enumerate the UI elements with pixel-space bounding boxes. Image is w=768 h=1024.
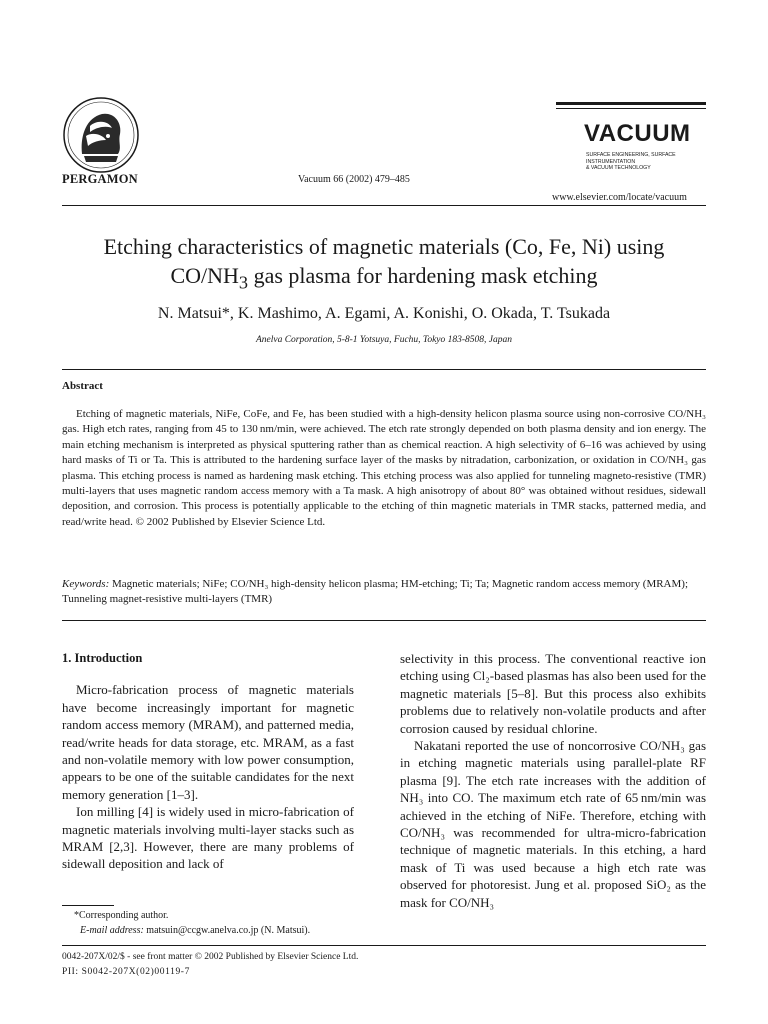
journal-subtitle-line2: & VACUUM TECHNOLOGY — [586, 165, 651, 171]
email-label: E-mail address: — [80, 925, 144, 936]
abstract-divider-top — [62, 369, 706, 370]
journal-name: VACUUM — [584, 120, 691, 147]
journal-subtitle — [586, 152, 716, 172]
keywords-text: Magnetic materials; NiFe; CO/NH₃ high-density helicon plasma; HM-etching; Ti; Ta; Magnetic random access memory (MRAM); Tunneling magnet-resistive multi-layers (TMR) — [62, 578, 689, 606]
body-paragraph: selectivity in this process. The conventional reactive ion etching using Cl₂-based plasmas has also been used for the magnetic materials [5–8]. But this process also exhibits problems due to relatively non-volatile products and after corrosion caused by residual chlorine. — [400, 651, 706, 736]
title-subscript: 3 — [238, 272, 249, 293]
section-heading: 1. Introduction — [62, 651, 143, 665]
article-title-line1: Etching characteristics of magnetic materials (Co, Fe, Ni) using — [103, 234, 665, 259]
abstract-text: Etching of magnetic materials, NiFe, CoFe, and Fe, has been studied with a high-density helicon plasma source using non-corrosive CO/NH₃ gas. High etch rates, ranging from 45 to 130 nm/min, were achieved. The etch rate strongly depended on both plasma density and ion energy. The main etching mechanism is interpreted as physical sputtering rather than as chemical reaction. A high selectivity of 6–16 was achieved by using hard masks of Ti or Ta. This is attributed to the hardening surface layer of the masks by nitradation, carbonization, or oxidation in CO/NH₃ gas plasma. This etching process is named as hardening mask etching. This etching process was also applied for tunneling magneto-resistive (TMR) multi-layers that uses magnetic random access memory with a Ta mask. A high anisotropy of about 80° was obtained without residues, sidewall deposition, and corrosion. This process is potentially applicable to the etching of thin magnetic materials in TMR stacks, patterned media, and read/write head. © 2002 Published by Elsevier Science Ltd. — [62, 408, 706, 528]
author-list: N. Matsui*, K. Mashimo, A. Egami, A. Konishi, O. Okada, T. Tsukada — [157, 305, 611, 322]
pii-line: PII: S0042-207X(02)00119-7 — [62, 967, 190, 977]
body-column-right — [400, 650, 706, 911]
abstract-divider-bottom — [62, 620, 706, 621]
journal-url-link[interactable]: www.elsevier.com/locate/vacuum — [552, 192, 687, 203]
keywords — [62, 577, 706, 608]
title-part: gas plasma for hardening mask etching — [248, 263, 598, 288]
body-paragraph: Micro-fabrication process of magnetic materials have become increasingly important for magnetic random access memory (MRAM), and patterned media, read/write heads for data storage, etc. MRAM, as a fast and non-volatile memory with low power consumption, appears to be one of the suitable candidates for the next memory generation [1–3]. — [62, 682, 354, 802]
article-title-line2 — [40, 261, 728, 297]
journal-subtitle-line1: SURFACE ENGINEERING, SURFACE INSTRUMENTATION — [586, 152, 676, 165]
publisher-emblem-icon — [62, 96, 140, 174]
author-affiliation: Anelva Corporation, 5-8-1 Yotsuya, Fuchu, Tokyo 183-8508, Japan — [255, 335, 513, 345]
footer-divider — [62, 945, 706, 946]
corresponding-author-note: *Corresponding author. — [74, 910, 169, 921]
article-title — [40, 232, 728, 297]
keywords-label: Keywords: — [62, 578, 110, 590]
body-paragraph: Ion milling [4] is widely used in micro-fabrication of magnetic materials involving multi-layer stacks such as MRAM [2,3]. However, there are many problems of sidewall deposition and lack of — [62, 804, 354, 872]
publisher-name: PERGAMON — [62, 172, 138, 186]
email-address-link[interactable]: matsuin@ccgw.anelva.co.jp (N. Matsui). — [143, 925, 311, 936]
body-paragraph: Nakatani reported the use of noncorrosive CO/NH₃ gas in etching magnetic materials using parallel-plate RF plasma [9]. The etch rate increases with the addition of NH₃ into CO. The maximum etch rate of 65 nm/min was achieved in the etching of NiFe. Therefore, etching with CO/NH₃ was recommended for ultra-micro-fabrication technique of magnetic materials. In this etching, a hard mask of Ti was used because a high etch rate was observed for photoresist. Jung et al. proposed SiO₂ as the mask for CO/NH₃ — [400, 738, 706, 910]
header-rule-thin — [556, 108, 706, 109]
copyright-line: 0042-207X/02/$ - see front matter © 2002 Published by Elsevier Science Ltd. — [62, 952, 359, 962]
abstract-heading: Abstract — [62, 380, 103, 392]
header-divider — [62, 205, 706, 206]
footnote-rule — [62, 905, 114, 906]
body-column-left — [62, 650, 354, 873]
header-rule-thick — [556, 102, 706, 105]
title-part: CO/NH — [170, 263, 239, 288]
journal-citation: Vacuum 66 (2002) 479–485 — [298, 174, 410, 185]
email-footnote — [80, 925, 310, 936]
